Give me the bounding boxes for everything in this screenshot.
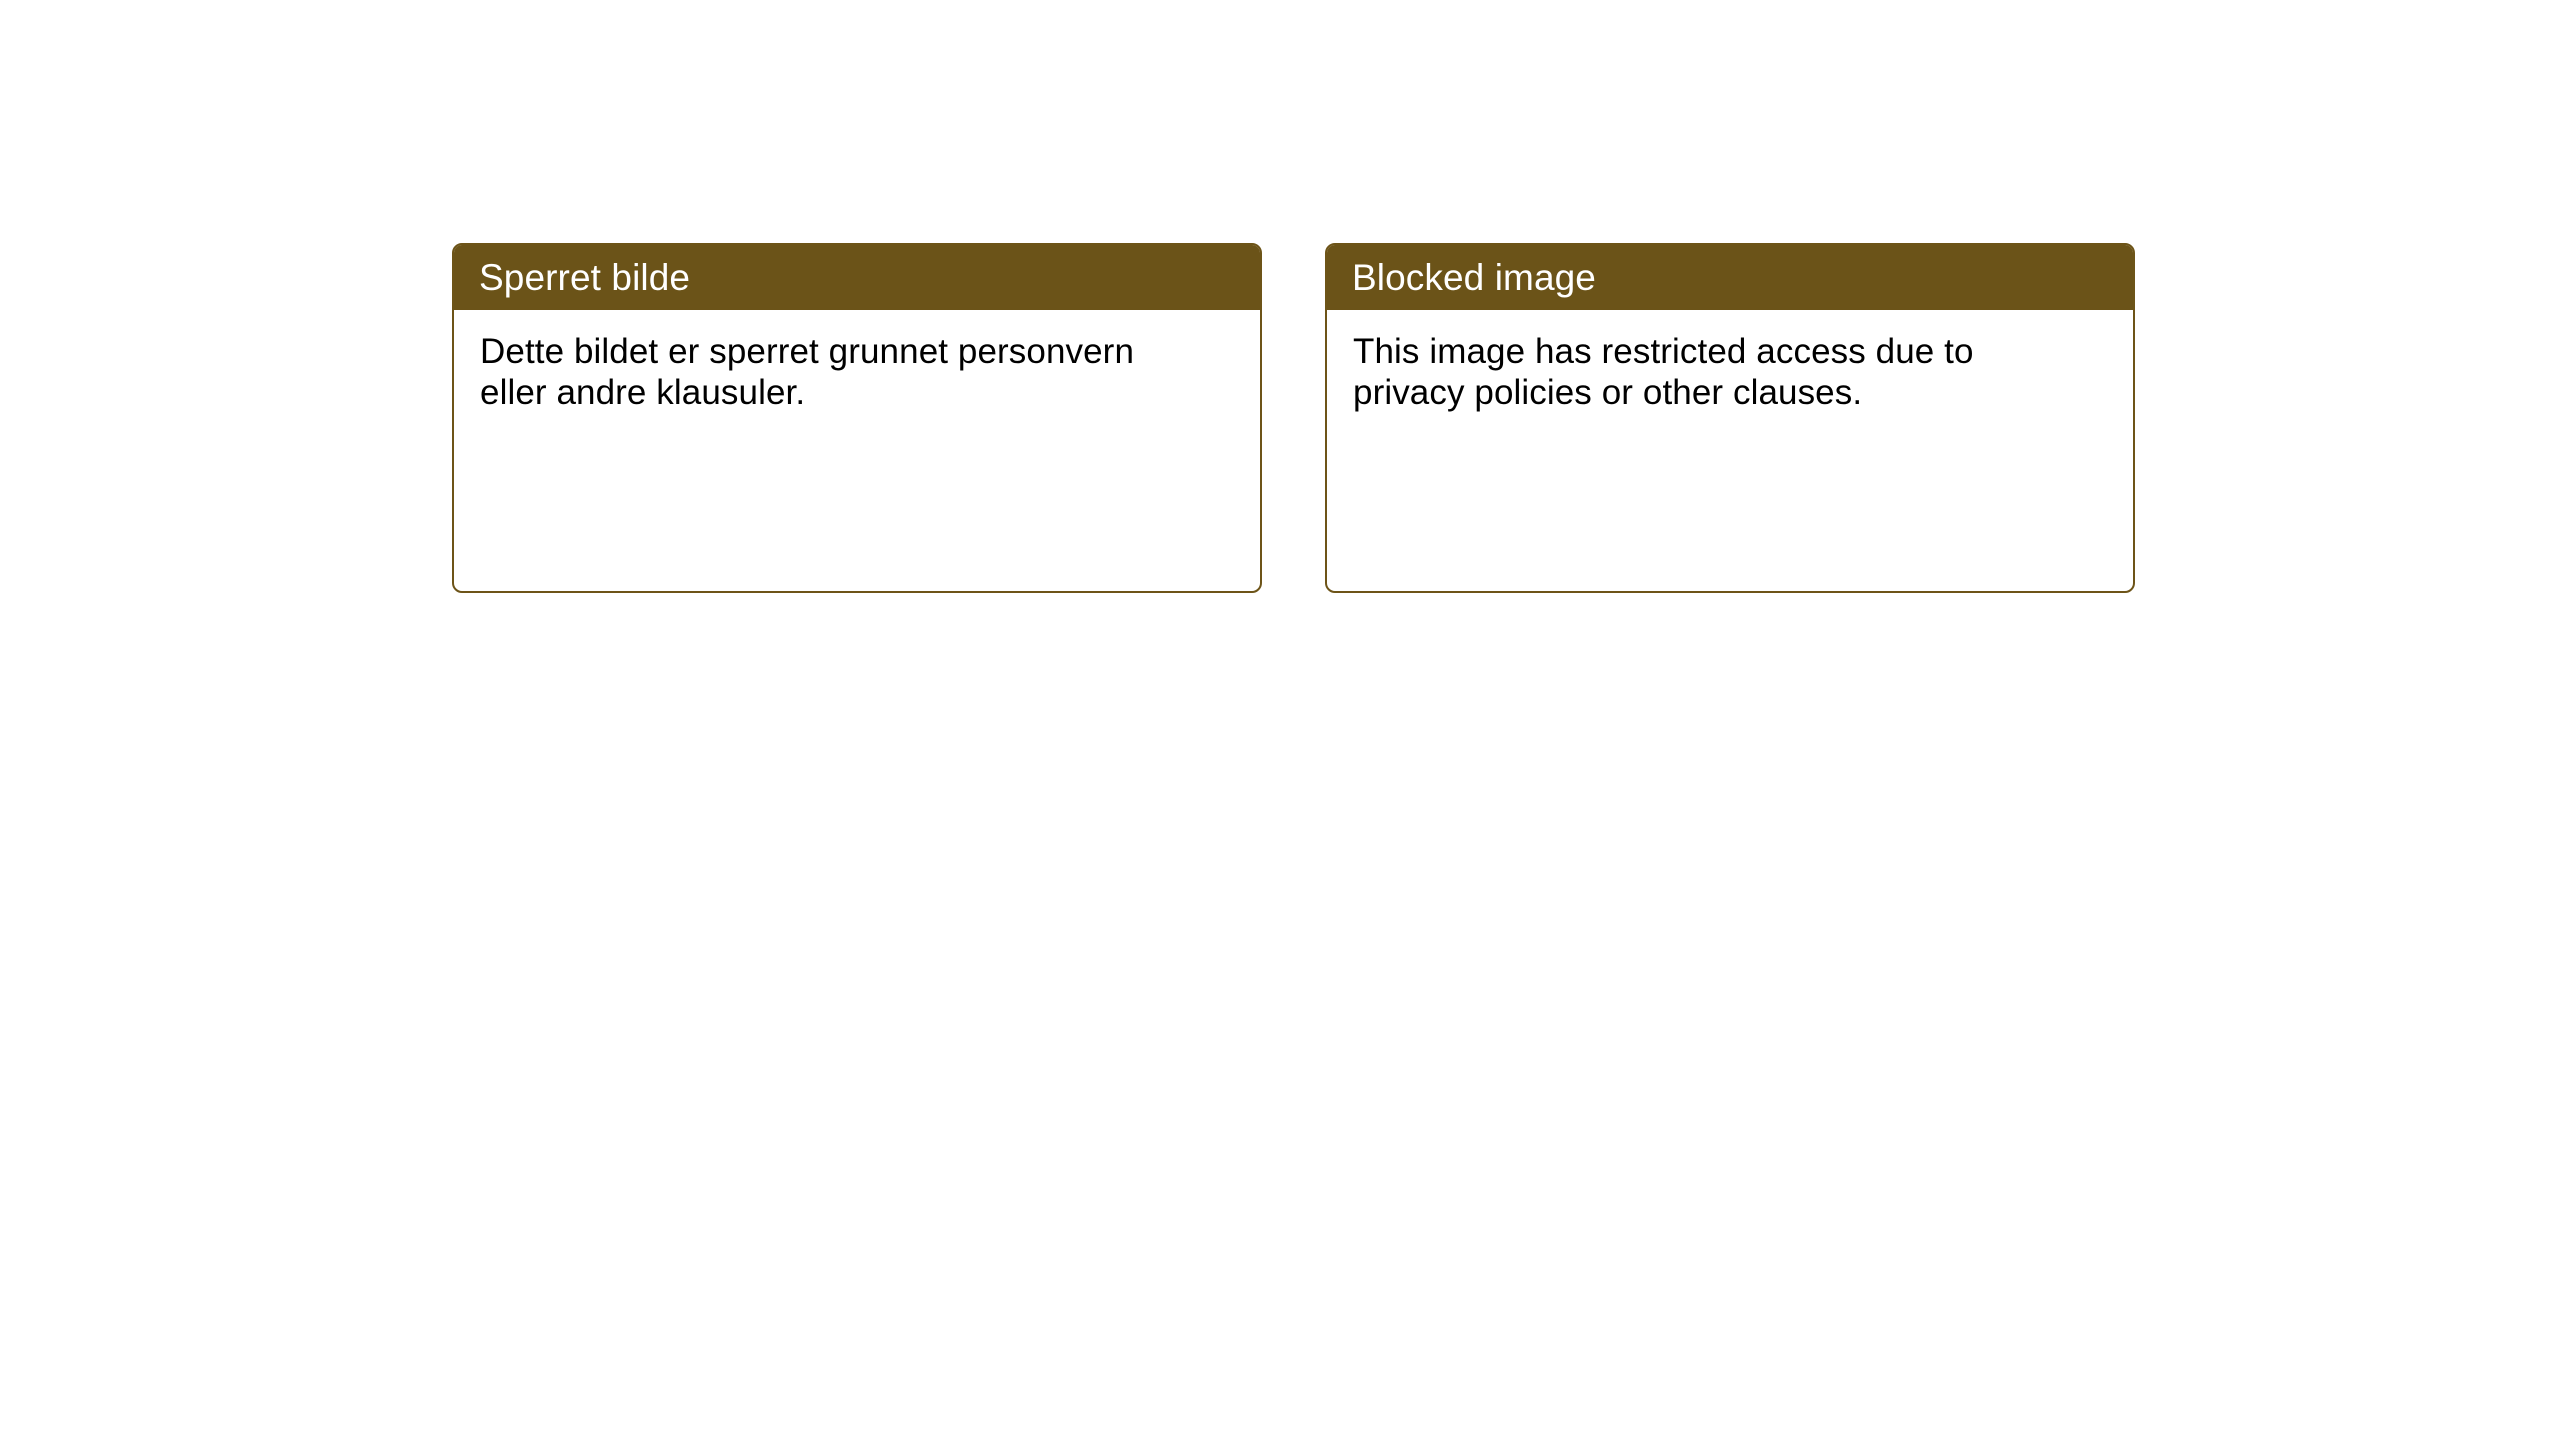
blocked-image-notice-no xyxy=(452,243,1262,593)
panel-body-en xyxy=(1327,310,2133,413)
blocked-image-notice-en xyxy=(1325,243,2135,593)
panel-title-no: Sperret bilde xyxy=(454,245,1260,310)
panel-title-en: Blocked image xyxy=(1327,245,2133,310)
panel-message-no: Dette bildet er sperret grunnet personvern eller andre klausuler. xyxy=(480,332,1135,412)
blocked-image-notices xyxy=(452,243,2135,593)
panel-message-en: This image has restricted access due to privacy policies or other clauses. xyxy=(1353,332,1974,412)
panel-body-no xyxy=(454,310,1260,413)
